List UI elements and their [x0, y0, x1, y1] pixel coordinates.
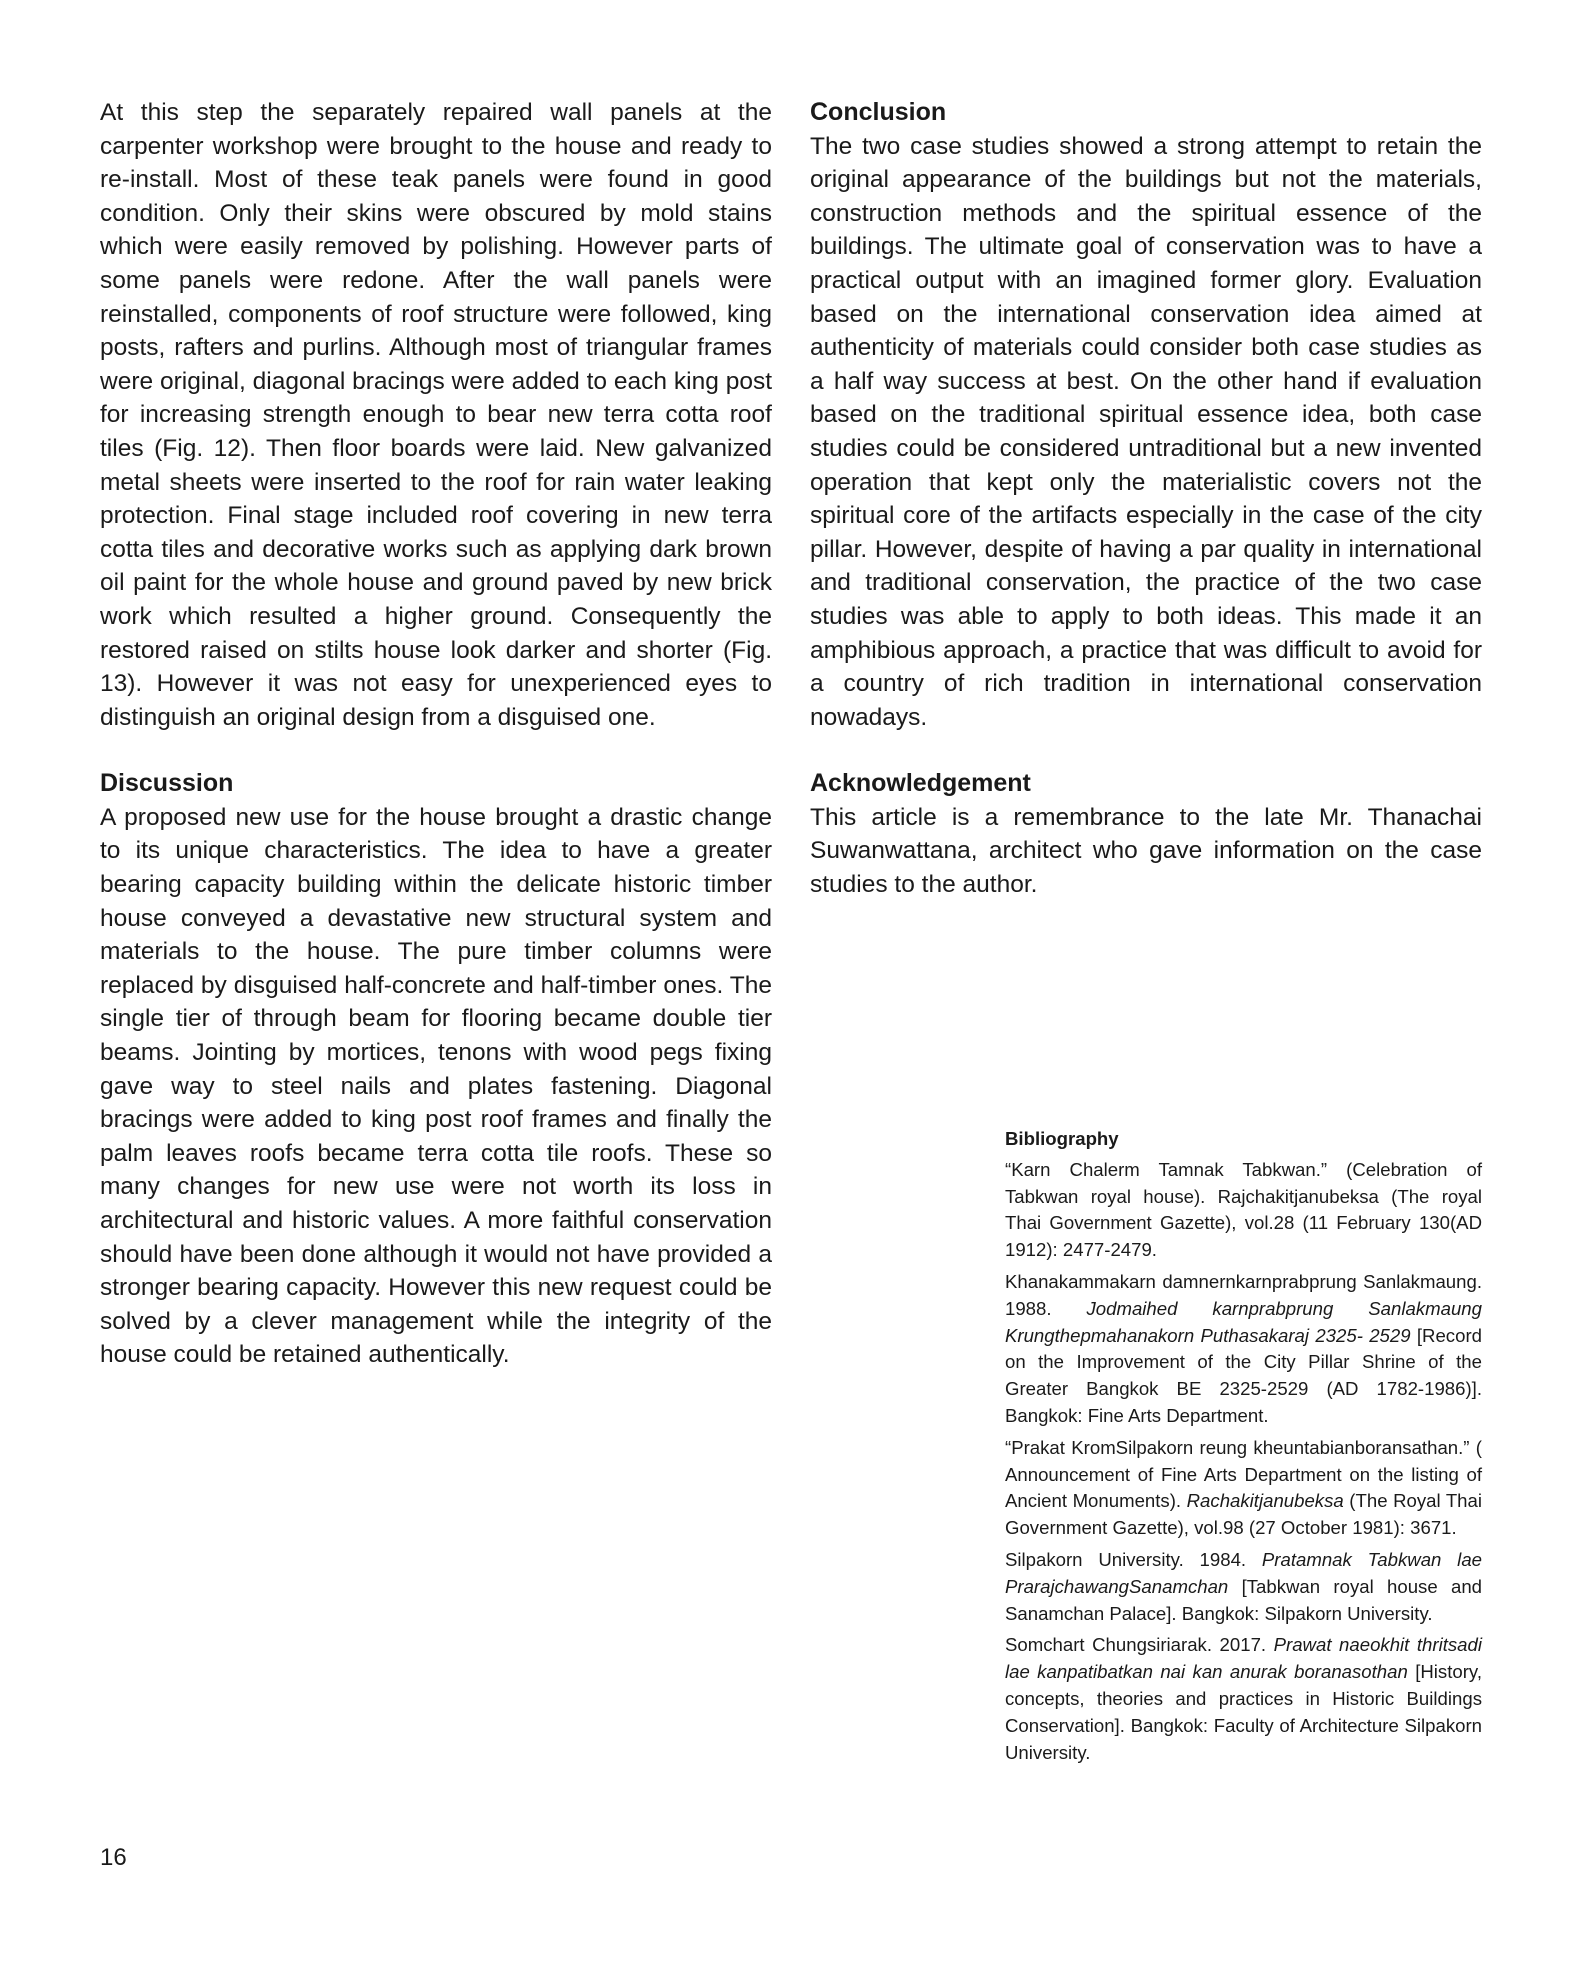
bib-entry-title: Jodmaihed karnprabprung Sanlakmaung Krungthepmahanakorn Puthasakaraj 2325- 2529: [1005, 1297, 1482, 1346]
restoration-paragraph: At this step the separately repaired wall panels at the carpenter workshop were brought to the house and ready to re-install. Most of these teak panels were found in good condition. Only their skins were obscured by mold stains which were easily removed by polishing. However parts of some panels were redone. After the wall panels were reinstalled, components of roof structure were followed, king posts, rafters and purlins. Although most of triangular frames were original, diagonal bracings were added to each king post for increasing strength enough to bear new terra cotta roof tiles (Fig. 12). Then floor boards were laid. New galvanized metal sheets were inserted to the roof for rain water leaking protection. Final stage included roof covering in new terra cotta tiles and decorative works such as applying dark brown oil paint for the whole house and ground paved by new brick work which resulted a higher ground. Consequently the restored raised on stilts house look darker and shorter (Fig. 13). However it was not easy for unexperienced eyes to distinguish an original design from a disguised one.: [100, 99, 772, 731]
discussion-paragraph: A proposed new use for the house brought a drastic change to its unique characteristics. The idea to have a greater bearing capacity building within the delicate historic timber house conveyed a devastative new structural system and materials to the house. The pure timber columns were replaced by disguised half-concrete and half-timber ones. The single tier of through beam for flooring became double tier beams. Jointing by mortices, tenons with wood pegs fixing gave way to steel nails and plates fastening. Diagonal bracings were added to king post roof frames and finally the palm leaves roofs became terra cotta tile roofs. These so many changes for new use were not worth its loss in architectural and historic values. A more faithful conservation should have been done although it would not have provided a stronger bearing capacity. However this new request could be solved by a clever management while the integrity of the house could be retained authentically.: [100, 803, 772, 1369]
conclusion-paragraph: The two case studies showed a strong attempt to retain the original appearance of the buildings but not the materials, construction methods and the spiritual essence of the buildings. The ultimate goal of conservation was to have a practical output with an imagined former glory. Evaluation based on the international conservation idea aimed at authenticity of materials could consider both case studies as a half way success at best. On the other hand if evaluation based on the traditional spiritual essence idea, both case studies could be considered untraditional but a new invented operation that kept only the materialistic covers not the spiritual core of the artifacts especially in the case of the city pillar. However, despite of having a par quality in international and traditional conservation, the practice of the two case studies was able to apply to both ideas. This made it an amphibious approach, a practice that was difficult to avoid for a country of rich tradition in international conservation nowadays.: [810, 132, 1482, 731]
bibliography: [1005, 1126, 1482, 1771]
bibliography-entry: [1005, 1157, 1482, 1264]
bib-entry-text: [Record on the Improvement of the City Pillar Shrine of the Greater Bangkok BE 2325-2529 (AD 1782-1986)]. Bangkok: Fine Arts Department.: [1005, 1324, 1482, 1426]
page-number: 16: [100, 1844, 127, 1871]
bib-entry-title: Prawat naeokhit thritsadi lae kanpatibatkan nai kan anurak boranasothan: [1005, 1634, 1482, 1683]
bib-entry-text: “Karn Chalerm Tamnak Tabkwan.” (Celebration of Tabkwan royal house). Rajchakitjanubeksa (The royal Thai Government Gazette), vol.28 (11 February 130(AD 1912): 2477-2479.: [1005, 1158, 1482, 1261]
bib-entry-text: [Tabkwan royal house and Sanamchan Palace]. Bangkok: Silpakorn University.: [1005, 1575, 1482, 1624]
conclusion-heading: Conclusion: [810, 98, 947, 126]
bib-entry-text: [History, concepts, theories and practices in Historic Buildings Conservation]. Bangkok: Faculty of Architecture Silpakorn University.: [1005, 1661, 1483, 1763]
bibliography-entry: [1005, 1435, 1482, 1542]
bibliography-entry: [1005, 1269, 1482, 1430]
acknowledgement-heading: Acknowledgement: [810, 769, 1031, 798]
bib-entry-text: (The Royal Thai Government Gazette), vol.98 (27 October 1981): 3671.: [1005, 1490, 1482, 1539]
left-column: [100, 96, 772, 1372]
acknowledgement-paragraph: This article is a remembrance to the late Mr. Thanachai Suwanwattana, architect who gave information on the case studies to the author.: [810, 803, 1482, 899]
bibliography-heading: Bibliography: [1005, 1128, 1119, 1149]
right-column: [810, 96, 1482, 902]
bib-entry-text: Somchart Chungsiriarak. 2017.: [1005, 1634, 1274, 1656]
bib-entry-text: “Prakat KromSilpakorn reung kheuntabianboransathan.” ( Announcement of Fine Arts Department on the listing of Ancient Monuments).: [1005, 1436, 1482, 1512]
discussion-heading: Discussion: [100, 769, 234, 798]
bib-entry-title: Pratamnak Tabkwan lae PrarajchawangSanamchan: [1005, 1548, 1482, 1597]
bibliography-entry: [1005, 1547, 1482, 1627]
bib-entry-text: Khanakammakarn damnernkarnprabprung Sanlakmaung. 1988.: [1005, 1270, 1482, 1319]
bib-entry-title: Rachakitjanubeksa: [1186, 1490, 1344, 1512]
bib-entry-text: Silpakorn University. 1984.: [1005, 1548, 1262, 1570]
bibliography-entry: [1005, 1632, 1482, 1766]
